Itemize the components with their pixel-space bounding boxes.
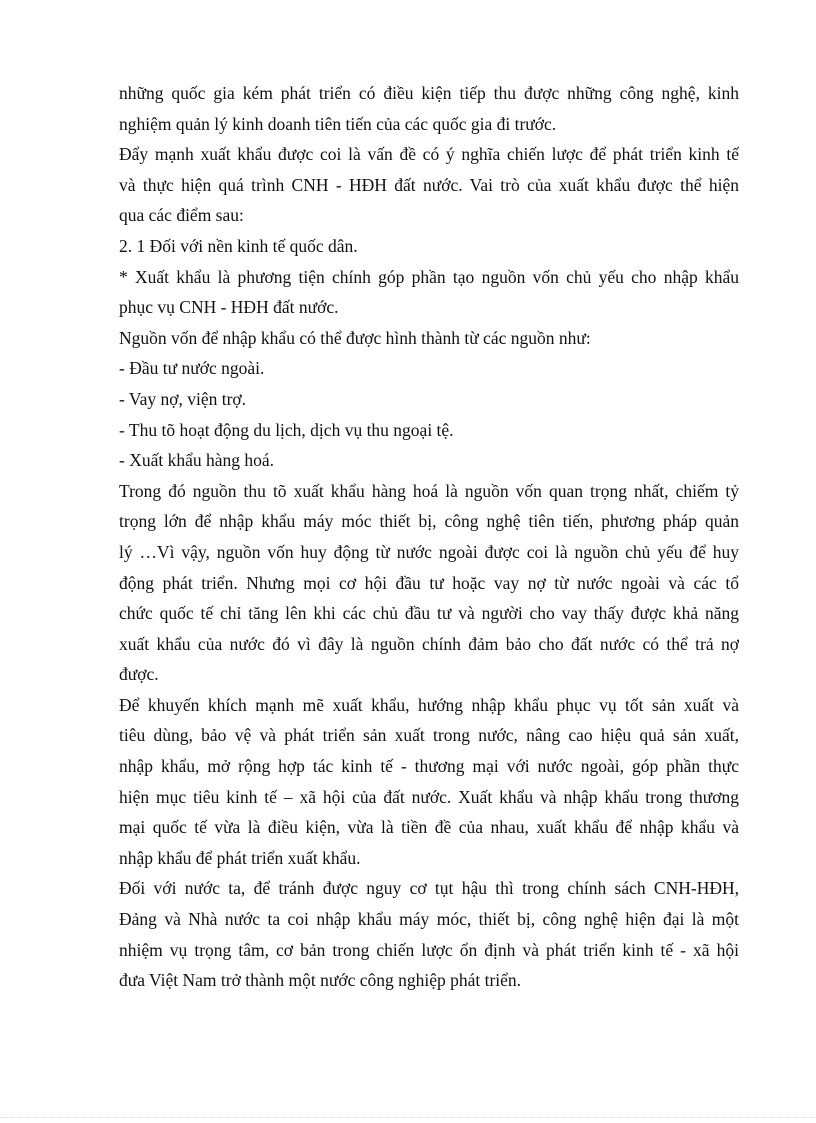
text-line: xuất khẩu của nước đó vì đây là nguồn chính đảm bảo cho đất nước có thể trả nợ: [119, 633, 739, 654]
text-line: trọng lớn để nhập khẩu máy móc thiết bị, công nghệ tiên tiến, phương pháp quản: [119, 511, 739, 532]
text-line: tiêu dùng, bảo vệ và phát triển sản xuất trong nước, nâng cao hiệu quả sản xuất,: [119, 725, 739, 746]
page-bottom-divider: [0, 1117, 816, 1118]
text-line: phục vụ CNH - HĐH đất nước.: [119, 297, 339, 318]
text-line: nhiệm vụ trọng tâm, cơ bản trong chiến lược ổn định và phát triển kinh tế - xã hội: [119, 939, 739, 960]
text-line: - Đầu tư nước ngoài.: [119, 358, 265, 379]
text-line: được.: [119, 664, 159, 685]
text-line: Đảng và Nhà nước ta coi nhập khẩu máy móc, thiết bị, công nghệ hiện đại là một: [119, 909, 739, 930]
text-line: Nguồn vốn để nhập khẩu có thể được hình thành từ các nguồn như:: [119, 327, 591, 348]
text-line: chức quốc tế chỉ tăng lên khi các chủ đầu tư và người cho vay thấy được khả năng: [119, 603, 739, 624]
text-line: 2. 1 Đối với nền kinh tế quốc dân.: [119, 235, 358, 256]
text-line: qua các điểm sau:: [119, 205, 244, 226]
text-line: - Vay nợ, viện trợ.: [119, 388, 247, 409]
text-line: mại quốc tế vừa là điều kiện, vừa là tiền đề của nhau, xuất khẩu để nhập khẩu và: [119, 817, 739, 838]
text-line: và thực hiện quá trình CNH - HĐH đất nước. Vai trò của xuất khẩu được thể hiện: [119, 174, 739, 195]
text-line: hiện mục tiêu kinh tế – xã hội của đất nước. Xuất khẩu và nhập khẩu trong thương: [119, 786, 739, 807]
text-line: - Xuất khẩu hàng hoá.: [119, 450, 275, 471]
text-line: nhập khẩu, mở rộng hợp tác kinh tế - thương mại với nước ngoài, góp phần thực: [119, 756, 739, 777]
text-line: Đẩy mạnh xuất khẩu được coi là vấn đề có ý nghĩa chiến lược để phát triển kinh tế: [119, 144, 739, 165]
text-line: những quốc gia kém phát triển có điều kiện tiếp thu được những công nghệ, kinh: [119, 83, 739, 103]
text-line: nghiệm quản lý kinh doanh tiên tiến của các quốc gia đi trước.: [119, 113, 557, 134]
text-line: nhập khẩu để phát triển xuất khẩu.: [119, 847, 361, 868]
text-line: * Xuất khẩu là phương tiện chính góp phần tạo nguồn vốn chủ yếu cho nhập khẩu: [119, 266, 739, 287]
text-line: động phát triển. Nhưng mọi cơ hội đầu tư hoặc vay nợ từ nước ngoài và các tổ: [119, 572, 739, 593]
text-line: Trong đó nguồn thu tõ xuất khẩu hàng hoá là nguồn vốn quan trọng nhất, chiếm tỷ: [119, 480, 739, 501]
text-line: Đối với nước ta, để tránh được nguy cơ tụt hậu thì trong chính sách CNH-HĐH,: [119, 878, 739, 899]
text-line: lý …Vì vậy, nguồn vốn huy động từ nước ngoài được coi là nguồn chủ yếu để huy: [119, 541, 739, 562]
text-line: - Thu tõ hoạt động du lịch, dịch vụ thu ngoại tệ.: [119, 419, 454, 440]
text-line: Để khuyến khích mạnh mẽ xuất khẩu, hướng nhập khẩu phục vụ tốt sản xuất và: [119, 694, 739, 715]
document-page: [119, 78, 739, 996]
text-line: đưa Việt Nam trở thành một nước công nghiệp phát triển.: [119, 970, 522, 991]
